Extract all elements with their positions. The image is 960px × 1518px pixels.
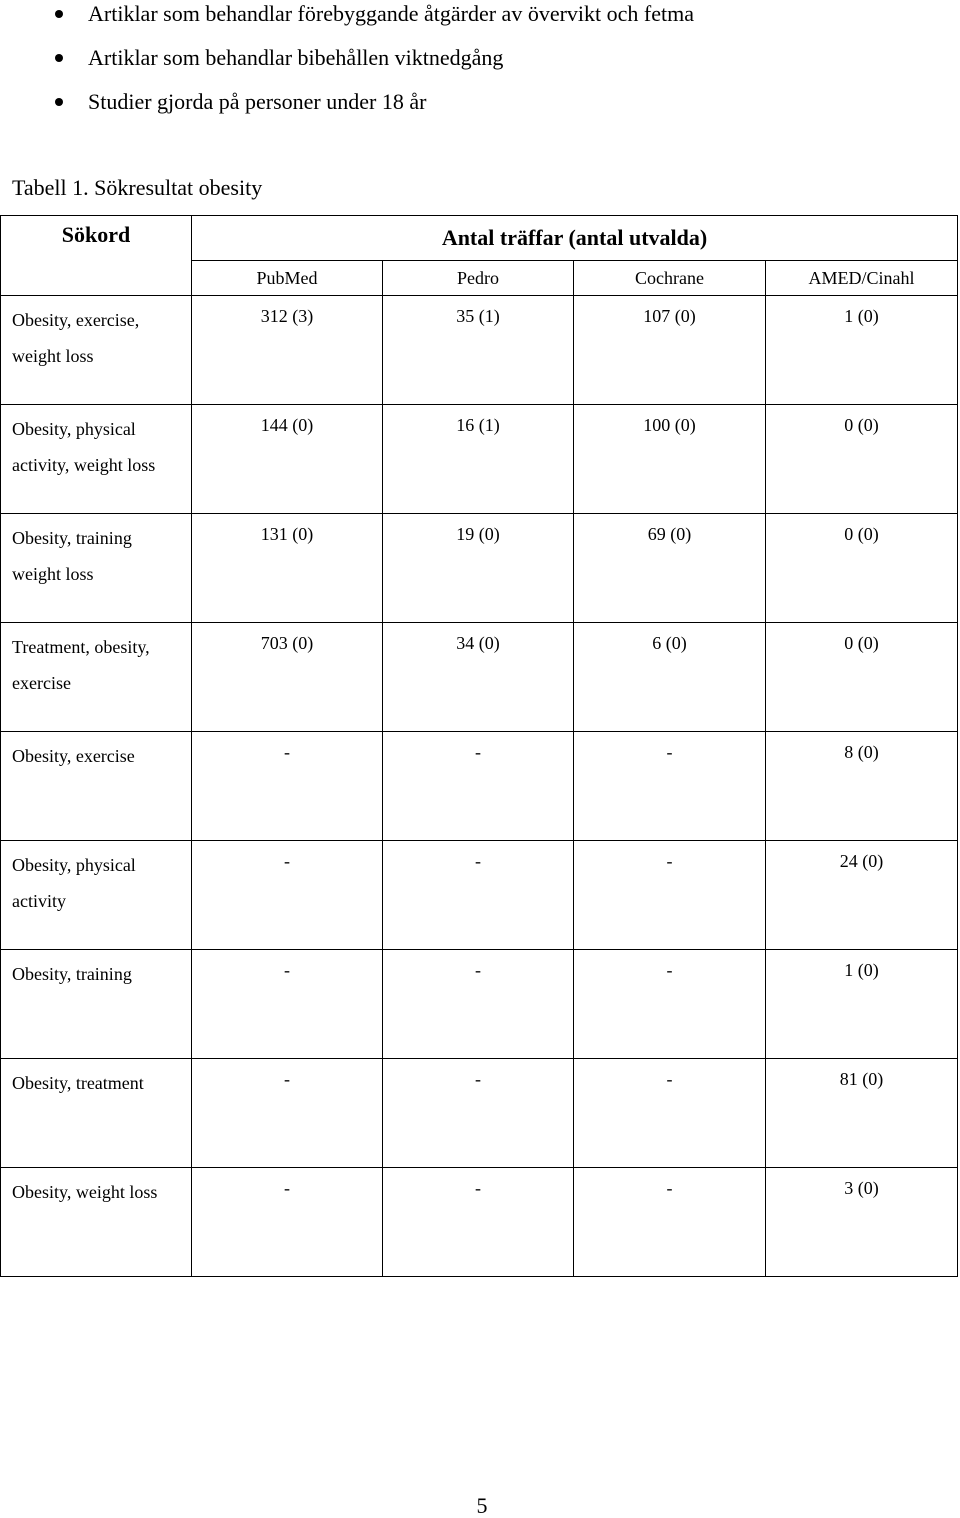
search-term-cell: Obesity, weight loss <box>1 1168 192 1277</box>
cochrane-hits-cell: 107 (0) <box>574 296 766 405</box>
pubmed-hits-cell: 144 (0) <box>192 405 383 514</box>
pubmed-hits-cell: - <box>192 732 383 841</box>
table-row <box>1 514 958 623</box>
table-row <box>1 1168 958 1277</box>
list-item <box>88 89 426 115</box>
search-term-cell: Obesity, physical activity, weight loss <box>1 405 192 514</box>
pedro-hits-cell: - <box>383 1168 574 1277</box>
list-item <box>88 45 503 71</box>
cochrane-hits-cell: - <box>574 950 766 1059</box>
table-row <box>1 732 958 841</box>
pedro-hits-cell: - <box>383 1059 574 1168</box>
pedro-hits-cell: - <box>383 732 574 841</box>
pedro-hits-cell: 35 (1) <box>383 296 574 405</box>
amed-hits-cell: 3 (0) <box>766 1168 958 1277</box>
list-item-text: Studier gjorda på personer under 18 år <box>88 89 427 114</box>
bullet-icon <box>55 54 63 62</box>
search-term-cell: Obesity, treatment <box>1 1059 192 1168</box>
amed-hits-cell: 8 (0) <box>766 732 958 841</box>
cochrane-hits-cell: 69 (0) <box>574 514 766 623</box>
cochrane-hits-cell: - <box>574 841 766 950</box>
search-term-cell: Obesity, exercise <box>1 732 192 841</box>
header-search-term: Sökord <box>1 216 192 296</box>
pedro-hits-cell: 16 (1) <box>383 405 574 514</box>
amed-hits-cell: 0 (0) <box>766 405 958 514</box>
search-results-table <box>0 215 958 1277</box>
pubmed-hits-cell: - <box>192 950 383 1059</box>
table-row <box>1 841 958 950</box>
search-term-cell: Obesity, exercise, weight loss <box>1 296 192 405</box>
cochrane-hits-cell: - <box>574 1168 766 1277</box>
table-row <box>1 405 958 514</box>
amed-hits-cell: 24 (0) <box>766 841 958 950</box>
bullet-icon <box>55 10 63 18</box>
table-row <box>1 623 958 732</box>
pedro-hits-cell: 34 (0) <box>383 623 574 732</box>
list-item-text: Artiklar som behandlar förebyggande åtgärder av övervikt och fetma <box>88 1 694 26</box>
table-row <box>1 950 958 1059</box>
search-term-cell: Obesity, training weight loss <box>1 514 192 623</box>
page-number: 5 <box>476 1493 488 1518</box>
header-pedro: Pedro <box>383 261 574 296</box>
pedro-hits-cell: 19 (0) <box>383 514 574 623</box>
search-term-cell: Obesity, training <box>1 950 192 1059</box>
table-row <box>1 1059 958 1168</box>
amed-hits-cell: 81 (0) <box>766 1059 958 1168</box>
pubmed-hits-cell: 312 (3) <box>192 296 383 405</box>
amed-hits-cell: 1 (0) <box>766 296 958 405</box>
pubmed-hits-cell: - <box>192 841 383 950</box>
header-pubmed: PubMed <box>192 261 383 296</box>
amed-hits-cell: 0 (0) <box>766 623 958 732</box>
pubmed-hits-cell: 703 (0) <box>192 623 383 732</box>
header-cochrane: Cochrane <box>574 261 766 296</box>
cochrane-hits-cell: - <box>574 1059 766 1168</box>
list-item <box>88 1 694 27</box>
table-header-row <box>1 216 958 261</box>
pubmed-hits-cell: - <box>192 1168 383 1277</box>
table-caption: Tabell 1. Sökresultat obesity <box>12 175 263 200</box>
amed-hits-cell: 0 (0) <box>766 514 958 623</box>
table-row <box>1 296 958 405</box>
pedro-hits-cell: - <box>383 950 574 1059</box>
cochrane-hits-cell: 100 (0) <box>574 405 766 514</box>
pedro-hits-cell: - <box>383 841 574 950</box>
header-hits: Antal träffar (antal utvalda) <box>192 216 958 261</box>
table-body <box>1 296 958 1277</box>
amed-hits-cell: 1 (0) <box>766 950 958 1059</box>
bullet-icon <box>55 98 63 106</box>
pubmed-hits-cell: - <box>192 1059 383 1168</box>
pubmed-hits-cell: 131 (0) <box>192 514 383 623</box>
header-amed-cinahl: AMED/Cinahl <box>766 261 958 296</box>
list-item-text: Artiklar som behandlar bibehållen viktnedgång <box>88 45 504 70</box>
search-term-cell: Obesity, physical activity <box>1 841 192 950</box>
cochrane-hits-cell: 6 (0) <box>574 623 766 732</box>
cochrane-hits-cell: - <box>574 732 766 841</box>
search-term-cell: Treatment, obesity, exercise <box>1 623 192 732</box>
